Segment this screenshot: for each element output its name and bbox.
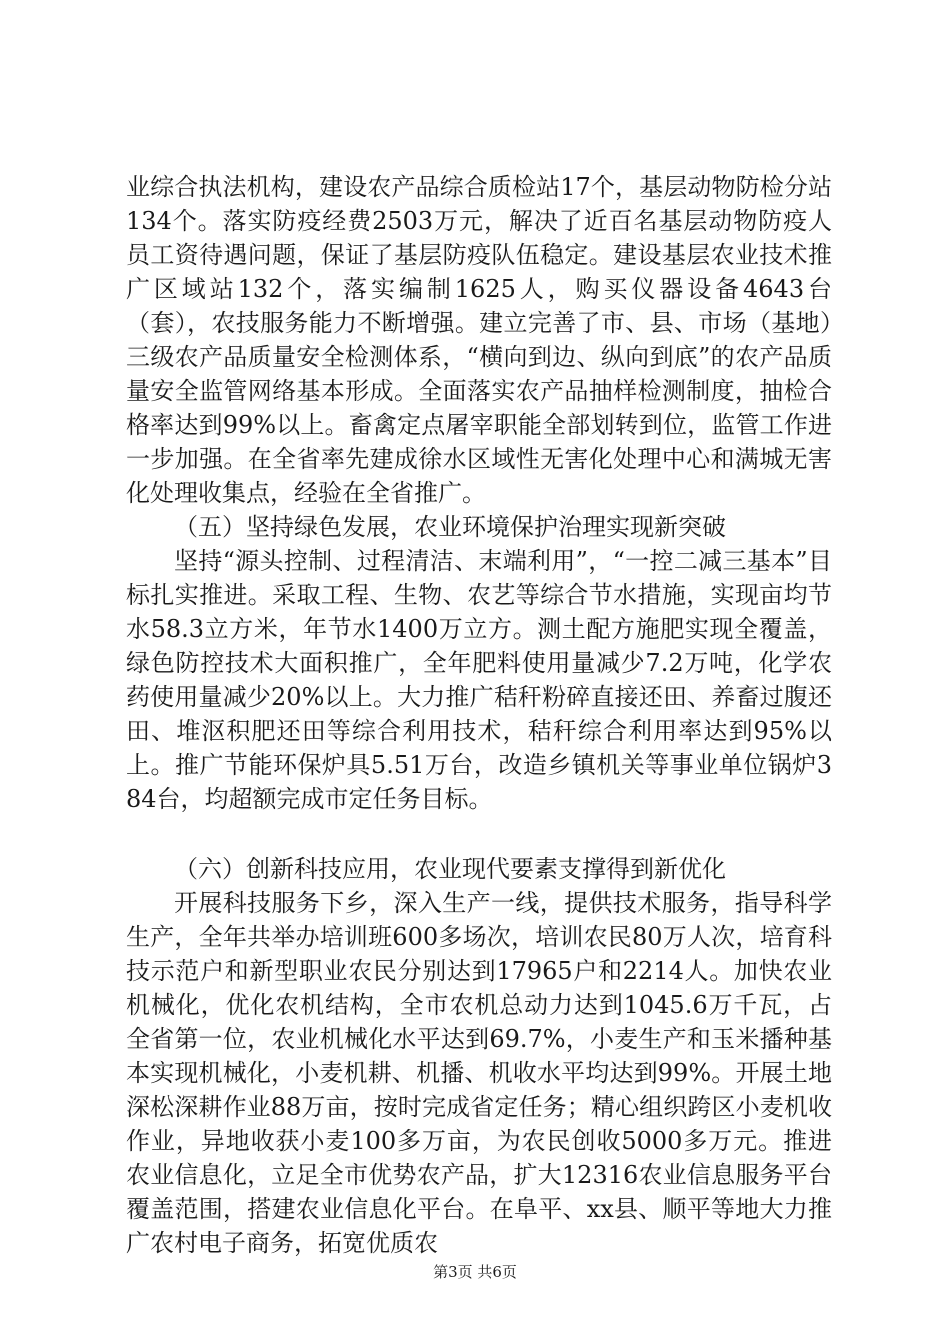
paragraph-spacer xyxy=(126,816,832,852)
paragraph-green-development: 坚持“源头控制、过程清洁、末端利用”，“一控二减三基本”目标扎实推进。采取工程、生物、农艺等综合节水措施，实现亩均节水58.3立方米，年节水1400万立方。测土配方施肥实现全覆盖，绿色防控技术大面积推广，全年肥料使用量减少7.2万吨，化学农药使用量减少20%以上。大力推广秸秆粉碎直接还田、养畜过腹还田、堆沤积肥还田等综合利用技术，秸秆综合利用率达到95%以上。推广节能环保炉具5.51万台，改造乡镇机关等事业单位锅炉384台，均超额完成市定任务目标。 xyxy=(126,547,832,813)
page-body xyxy=(126,170,832,1260)
section-heading-6: （六）创新科技应用，农业现代要素支撑得到新优化 xyxy=(174,855,726,883)
section-heading-5: （五）坚持绿色发展，农业环境保护治理实现新突破 xyxy=(174,513,726,541)
paragraph-tech-application: 开展科技服务下乡，深入生产一线，提供技术服务，指导科学生产，全年共举办培训班600多场次，培训农民80万人次，培育科技示范户和新型职业农民分别达到17965户和2214人。加快农业机械化，优化农机结构，全市农机总动力达到1045.6万千瓦，占全省第一位，农业机械化水平达到69.7%，小麦生产和玉米播种基本实现机械化，小麦机耕、机播、机收水平均达到99%。开展土地深松深耕作业88万亩，按时完成省定任务；精心组织跨区小麦机收作业，异地收获小麦100多万亩，为农民创收5000多万元。推进农业信息化，立足全市优势农产品，扩大12316农业信息服务平台覆盖范围，搭建农业信息化平台。在阜平、xx县、顺平等地大力推广农村电子商务，拓宽优质农 xyxy=(126,889,832,1257)
paragraph-continued: 业综合执法机构，建设农产品综合质检站17个，基层动物防检分站134个。落实防疫经费2503万元，解决了近百名基层动物防疫人员工资待遇问题，保证了基层防疫队伍稳定。建设基层农业技术推广区域站132个，落实编制1625人，购买仪器设备4643台（套），农技服务能力不断增强。建立完善了市、县、市场（基地）三级农产品质量安全检测体系，“横向到边、纵向到底”的农产品质量安全监管网络基本形成。全面落实农产品抽样检测制度，抽检合格率达到99%以上。畜禽定点屠宰职能全部划转到位，监管工作进一步加强。在全省率先建成徐水区域性无害化处理中心和满城无害化处理收集点，经验在全省推广。 xyxy=(126,173,832,507)
page-number-footer: 第3页 共6页 xyxy=(433,1263,517,1281)
